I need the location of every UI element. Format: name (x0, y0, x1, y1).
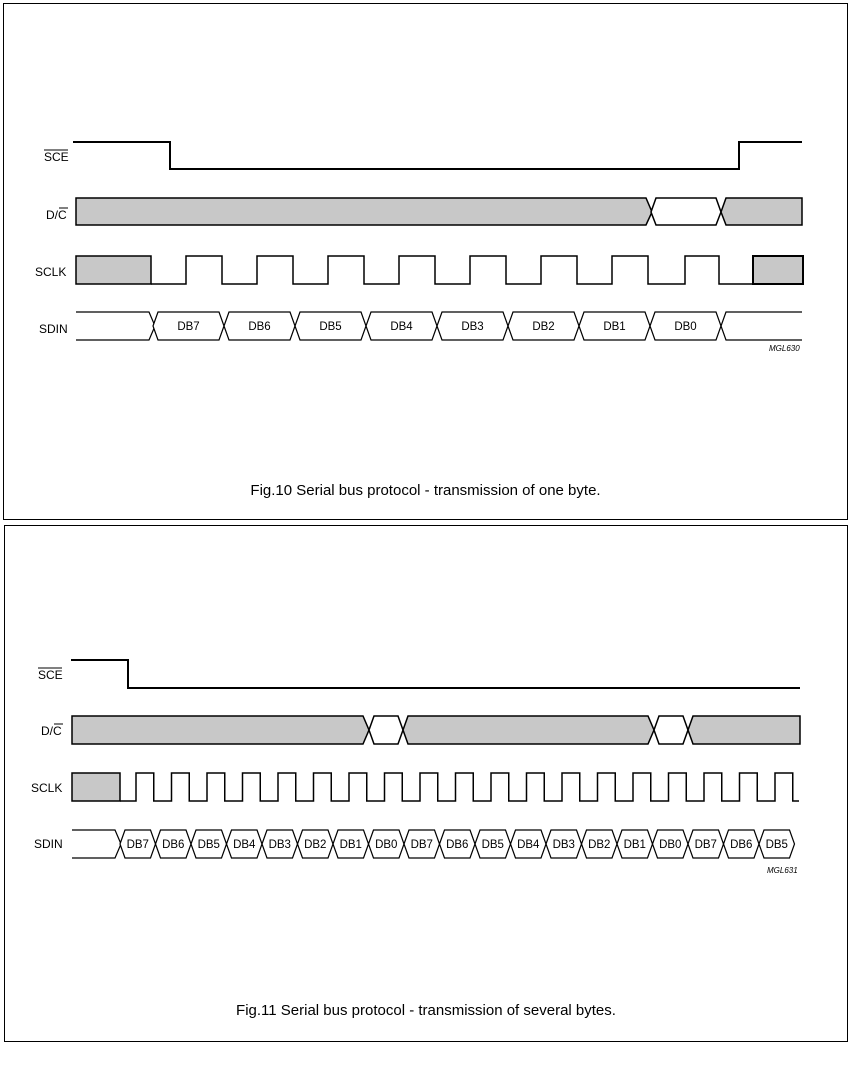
sdin-bit-label: DB3 (268, 839, 291, 851)
sdin-bit-label: DB5 (197, 839, 220, 851)
sclk-label: SCLK (31, 781, 63, 795)
sdin-bit-label: DB7 (694, 839, 717, 851)
sdin-bit-label: DB2 (588, 839, 611, 851)
sdin-bit-label: DB0 (375, 839, 398, 851)
sclk-idle-block (76, 256, 151, 284)
sdin-bit-label: DB6 (248, 321, 271, 333)
sce-waveform (71, 660, 800, 688)
dc-command-segment (72, 716, 369, 744)
sce-label: SCE (44, 150, 69, 164)
dc-label: D/C (46, 208, 67, 222)
sdin-bit-cells (120, 830, 795, 858)
figure-10-panel (3, 3, 848, 520)
sdin-bit-label: DB2 (304, 839, 327, 851)
sdin-bit-label: DB1 (623, 839, 646, 851)
sdin-bit-label: DB6 (446, 839, 469, 851)
sdin-bit-label: DB0 (659, 839, 682, 851)
sdin-bit-label: DB4 (517, 839, 540, 851)
sdin-bit-label: DB2 (532, 321, 555, 333)
timing-diagram-fig11 (5, 526, 849, 996)
sdin-idle-start (72, 830, 121, 858)
sdin-bit-label: DB4 (233, 839, 256, 851)
sdin-bit-cells (153, 312, 721, 340)
sce-label: SCE (38, 668, 63, 682)
sdin-bit-label: DB4 (390, 321, 413, 333)
sdin-bit-label: DB3 (461, 321, 484, 333)
timing-diagram-fig10 (4, 4, 849, 474)
dc-data-segment (369, 716, 403, 744)
sdin-bit-label: DB7 (177, 321, 200, 333)
sdin-bit-label: DB6 (162, 839, 185, 851)
sdin-bit-label: DB3 (552, 839, 575, 851)
figure-caption: Fig.11 Serial bus protocol - transmission of several bytes. (236, 1002, 616, 1019)
sdin-bit-label: DB1 (603, 321, 626, 333)
dc-command-segment-3 (688, 716, 800, 744)
figure-caption: Fig.10 Serial bus protocol - transmission of one byte. (250, 482, 601, 499)
sdin-label: SDIN (34, 837, 63, 851)
sdin-idle-start (76, 312, 155, 340)
figure-11-panel (4, 525, 848, 1042)
dc-data-segment (651, 198, 721, 225)
sdin-bit-label: DB0 (674, 321, 697, 333)
sclk-waveform (120, 773, 799, 801)
sdin-bit-label: DB5 (319, 321, 342, 333)
sclk-idle-block (72, 773, 120, 801)
dc-command-segment-end (721, 198, 802, 225)
sclk-waveform (151, 256, 753, 284)
sdin-bit-label: DB6 (730, 839, 753, 851)
diagram-code: MGL631 (767, 866, 798, 875)
sce-waveform (73, 142, 802, 169)
dc-command-segment (76, 198, 652, 225)
sclk-idle-block-end (753, 256, 803, 284)
sdin-idle-end (721, 312, 802, 340)
sdin-bit-label: DB7 (410, 839, 433, 851)
sdin-bit-label: DB5 (481, 839, 504, 851)
sclk-label: SCLK (35, 265, 67, 279)
dc-data-segment-2 (654, 716, 688, 744)
sdin-bit-label: DB1 (339, 839, 362, 851)
dc-label: D/C (41, 724, 62, 738)
sdin-bit-label: DB7 (126, 839, 149, 851)
dc-command-segment-2 (403, 716, 654, 744)
sdin-label: SDIN (39, 322, 68, 336)
sdin-bit-label: DB5 (765, 839, 788, 851)
diagram-code: MGL630 (769, 344, 800, 353)
